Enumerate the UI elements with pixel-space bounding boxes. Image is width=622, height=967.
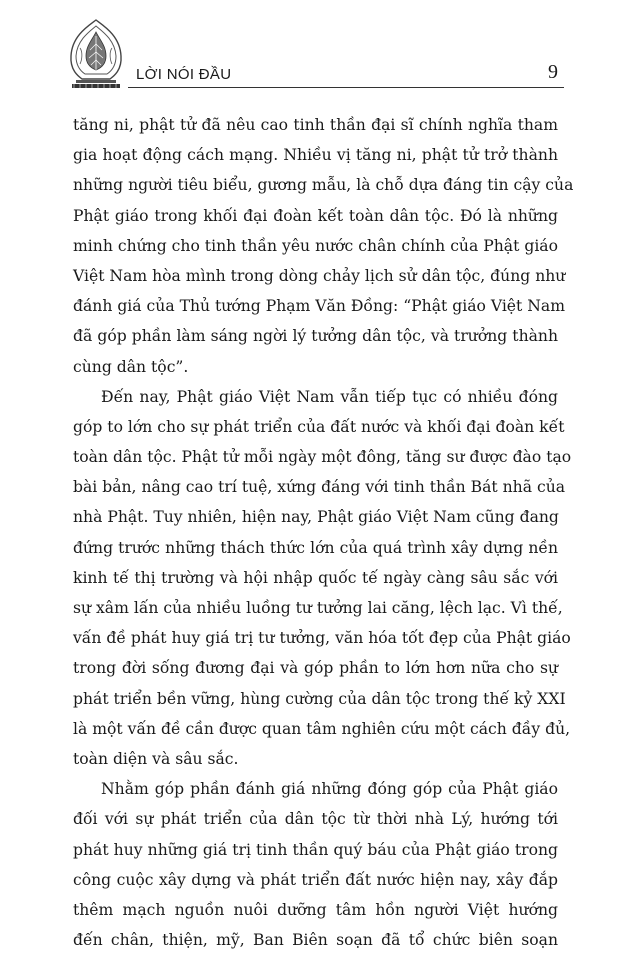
text-line: vấn đề phát huy giá trị tư tưởng, văn hóa tốt đẹp của Phật giáo xyxy=(73,629,571,648)
text-line: sự xâm lấn của nhiều luồng tư tưởng lai căng, lệch lạc. Vì thế, xyxy=(73,599,563,617)
text-line: công cuộc xây dựng và phát triển đất nước hiện nay, xây đắp xyxy=(73,870,558,889)
text-line: Nhằm góp phần đánh giá những đóng góp của Phật giáo xyxy=(101,780,558,799)
header-divider xyxy=(128,87,564,88)
text-line: đã góp phần làm sáng ngời lý tưởng dân tộc, và trưởng thành xyxy=(73,327,558,346)
text-line: tăng ni, phật tử đã nêu cao tinh thần đại sĩ chính nghĩa tham xyxy=(73,116,558,134)
text-line: phát triển bền vững, hùng cường của dân tộc trong thế kỷ XXI xyxy=(73,689,566,708)
text-line: Phật giáo trong khối đại đoàn kết toàn dân tộc. Đó là những xyxy=(73,206,558,225)
text-line: góp to lớn cho sự phát triển của đất nước và khối đại đoàn kết xyxy=(73,417,565,436)
text-line: phát huy những giá trị tinh thần quý báu của Phật giáo trong xyxy=(73,840,558,859)
text-line: gia hoạt động cách mạng. Nhiều vị tăng ni, phật tử trở thành xyxy=(73,146,558,165)
text-line: đến chân, thiện, mỹ, Ban Biên soạn đã tổ chức biên soạn xyxy=(73,931,558,950)
bodhi-leaf-emblem-icon xyxy=(66,18,126,92)
text-line: đối với sự phát triển của dân tộc từ thời nhà Lý, hướng tới xyxy=(73,810,558,829)
text-line: đánh giá của Thủ tướng Phạm Văn Đồng: “Phật giáo Việt Nam xyxy=(73,297,565,316)
text-line: thêm mạch nguồn nuôi dưỡng tâm hồn người Việt hướng xyxy=(73,900,558,919)
text-line: đứng trước những thách thức lớn của quá trình xây dựng nền xyxy=(73,538,558,557)
paragraph-3 xyxy=(73,774,558,955)
text-line: là một vấn đề cần được quan tâm nghiên cứu một cách đầy đủ, xyxy=(73,719,571,738)
text-line: cùng dân tộc”. xyxy=(73,357,189,376)
text-line: trong đời sống đương đại và góp phần to lớn hơn nữa cho sự xyxy=(73,659,558,678)
paragraph-1 xyxy=(73,110,574,382)
chapter-title: LỜI NÓI ĐẦU xyxy=(136,66,232,83)
text-line: toàn dân tộc. Phật tử mỗi ngày một đông, tăng sư được đào tạo xyxy=(73,448,572,467)
page-number: 9 xyxy=(548,61,558,83)
paragraph-2 xyxy=(73,382,572,774)
text-line: bài bản, nâng cao trí tuệ, xứng đáng với tinh thần Bát nhã của xyxy=(73,478,566,497)
text-line: kinh tế thị trường và hội nhập quốc tế ngày càng sâu sắc với xyxy=(73,568,558,587)
body-text xyxy=(73,110,574,955)
text-line: minh chứng cho tinh thần yêu nước chân chính của Phật giáo xyxy=(73,236,558,255)
text-line: toàn diện và sâu sắc. xyxy=(73,749,239,768)
text-line: Việt Nam hòa mình trong dòng chảy lịch sử dân tộc, đúng như xyxy=(73,266,566,285)
text-line: Đến nay, Phật giáo Việt Nam vẫn tiếp tục có nhiều đóng xyxy=(101,387,558,406)
text-line: nhà Phật. Tuy nhiên, hiện nay, Phật giáo Việt Nam cũng đang xyxy=(73,508,559,527)
text-line: những người tiêu biểu, gương mẫu, là chỗ dựa đáng tin cậy của xyxy=(73,176,574,195)
